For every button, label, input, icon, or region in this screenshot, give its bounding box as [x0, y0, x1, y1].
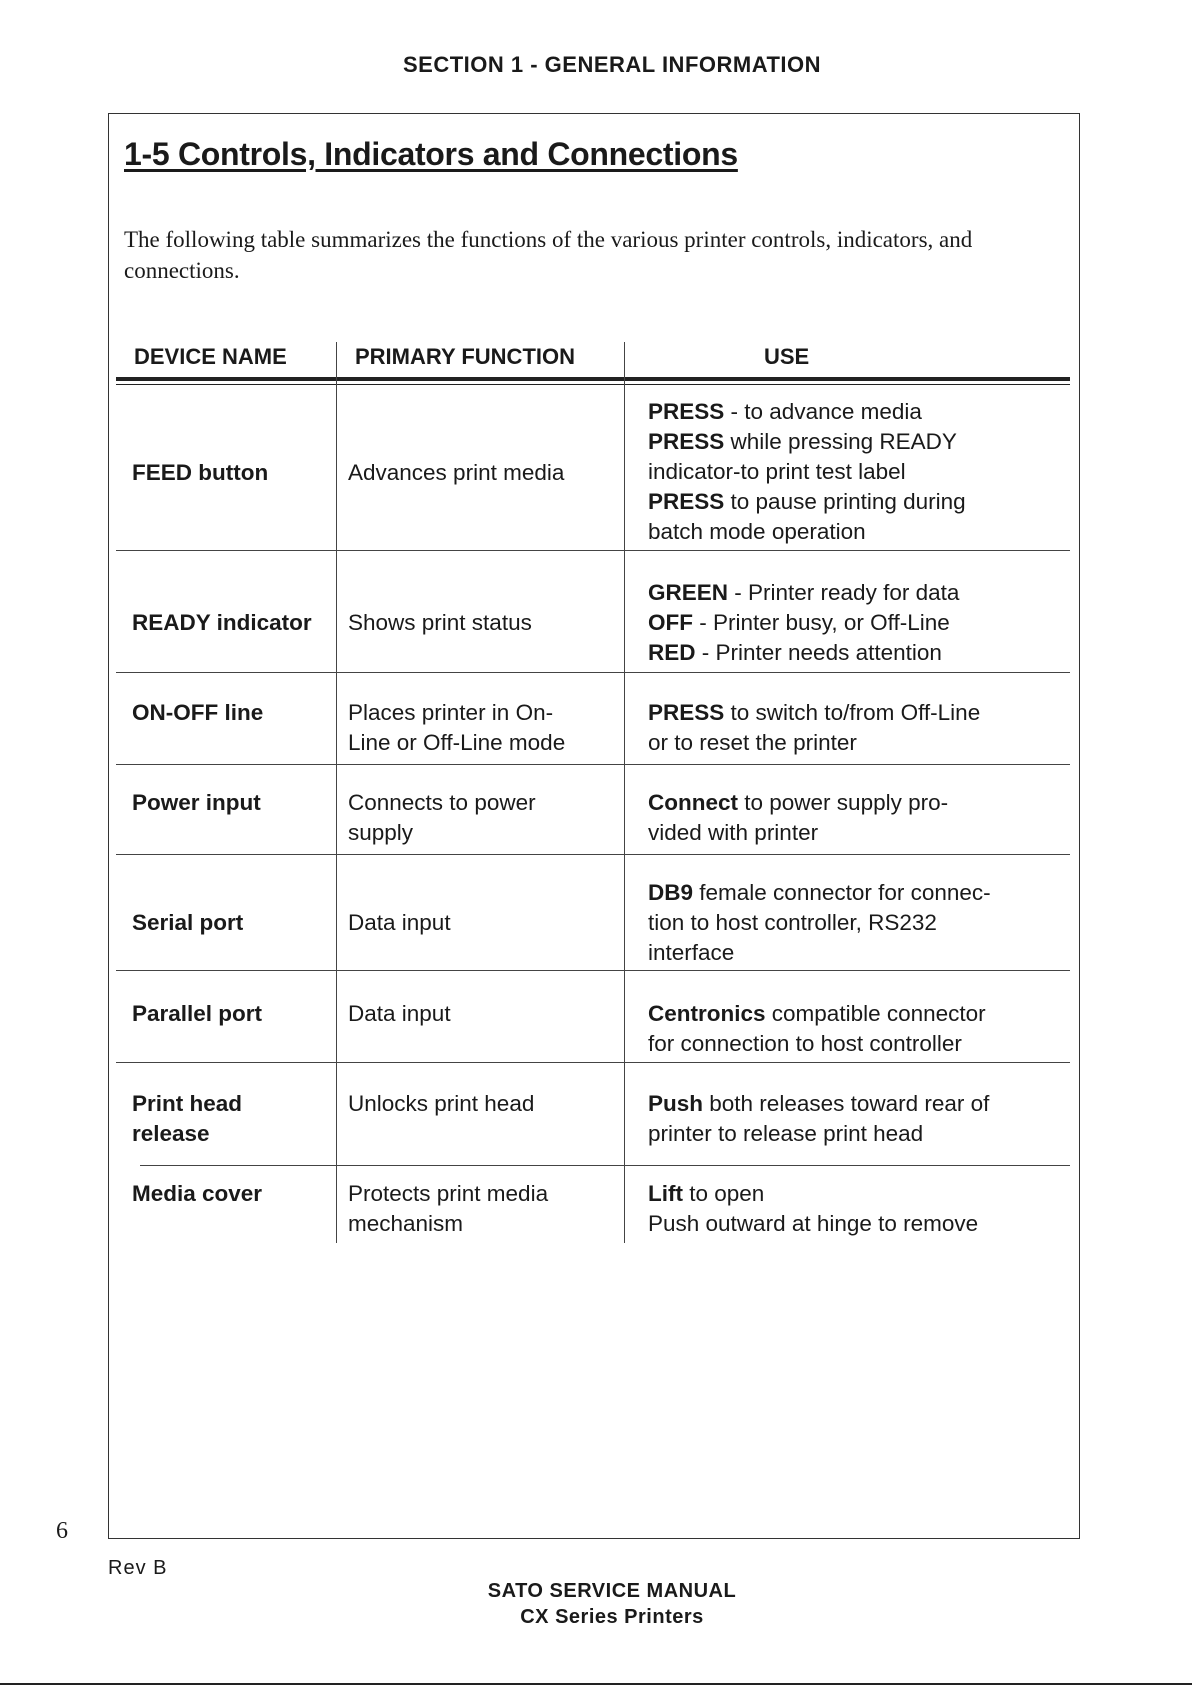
use-line: Centronics compatible connector [648, 1001, 986, 1026]
header-rule-thin [116, 384, 1070, 385]
use-line: or to reset the printer [648, 730, 857, 755]
row-separator [116, 854, 1070, 855]
use-line: Connect to power supply pro- [648, 790, 949, 815]
table-row-primary-function: Places printer in On- Line or Off-Line mode [348, 700, 566, 755]
use-line: for connection to host controller [648, 1031, 962, 1056]
table-row-device-name: Power input [132, 790, 261, 815]
table-row-primary-function: Connects to power supply [348, 790, 536, 845]
table-row-use [648, 397, 1078, 547]
footer [0, 1578, 1192, 1630]
use-line: Push both releases toward rear of [648, 1091, 990, 1116]
use-line: Push outward at hinge to remove [648, 1211, 979, 1236]
use-line: batch mode operation [648, 519, 866, 544]
table-row-use [648, 1179, 1078, 1239]
table-row-primary-function: Data input [348, 1001, 451, 1026]
use-line: OFF - Printer busy, or Off-Line [648, 610, 950, 635]
table-row-device-name: READY indicator [132, 610, 312, 635]
row-separator [116, 672, 1070, 673]
row-separator [116, 550, 1070, 551]
row-separator [140, 1165, 1070, 1166]
section-header: SECTION 1 - GENERAL INFORMATION [402, 52, 822, 77]
table-row-device-name: Print head release [132, 1091, 243, 1146]
use-line: indicator-to print test label [648, 459, 906, 484]
row-separator [116, 970, 1070, 971]
use-line: PRESS - to advance media [648, 399, 922, 424]
column-header-use: USE [764, 344, 810, 369]
table-row-use [648, 578, 1078, 668]
page-number: 6 [56, 1518, 68, 1544]
use-line: interface [648, 940, 735, 965]
footer-series: CX Series Printers [520, 1606, 704, 1628]
table-row-primary-function: Unlocks print head [348, 1091, 535, 1116]
use-line: PRESS to switch to/from Off-Line [648, 700, 981, 725]
row-separator [116, 1062, 1070, 1063]
table-row-use [648, 999, 1078, 1059]
row-separator [116, 764, 1070, 765]
use-line: GREEN - Printer ready for data [648, 580, 960, 605]
use-line: printer to release print head [648, 1121, 924, 1146]
table-row-primary-function: Shows print status [348, 610, 532, 635]
use-line: Lift to open [648, 1181, 765, 1206]
table-row-device-name: Parallel port [132, 1001, 263, 1026]
header-rule-thick [116, 377, 1070, 381]
table-row-use [648, 878, 1078, 968]
intro-paragraph: The following table summarizes the functions of the various printer controls, indicators, and connections. [124, 227, 973, 283]
table-row-primary-function: Protects print media mechanism [348, 1181, 549, 1236]
use-line: PRESS while pressing READY [648, 429, 957, 454]
table-row-device-name: ON-OFF line [132, 700, 264, 725]
footer-manual-title: SATO SERVICE MANUAL [487, 1580, 737, 1602]
column-header-device-name: DEVICE NAME [134, 344, 287, 369]
table-row-primary-function: Advances print media [348, 460, 565, 485]
table-row-use [648, 788, 1078, 848]
table-row-primary-function: Data input [348, 910, 451, 935]
use-line: PRESS to pause printing during [648, 489, 966, 514]
column-divider-1 [336, 342, 337, 1243]
column-header-primary-function: PRIMARY FUNCTION [355, 344, 575, 369]
table-row-use [648, 1089, 1078, 1149]
page-title: 1-5 Controls, Indicators and Connections [124, 136, 738, 172]
table-row-device-name: FEED button [132, 460, 269, 485]
use-line: vided with printer [648, 820, 819, 845]
use-line: DB9 female connector for connec- [648, 880, 991, 905]
use-line: tion to host controller, RS232 [648, 910, 937, 935]
use-line: RED - Printer needs attention [648, 640, 942, 665]
table-row-use [648, 698, 1078, 758]
table-row-device-name: Serial port [132, 910, 244, 935]
table-row-device-name: Media cover [132, 1181, 263, 1206]
column-divider-2 [624, 342, 625, 1243]
revision-label: Rev B [108, 1557, 168, 1579]
